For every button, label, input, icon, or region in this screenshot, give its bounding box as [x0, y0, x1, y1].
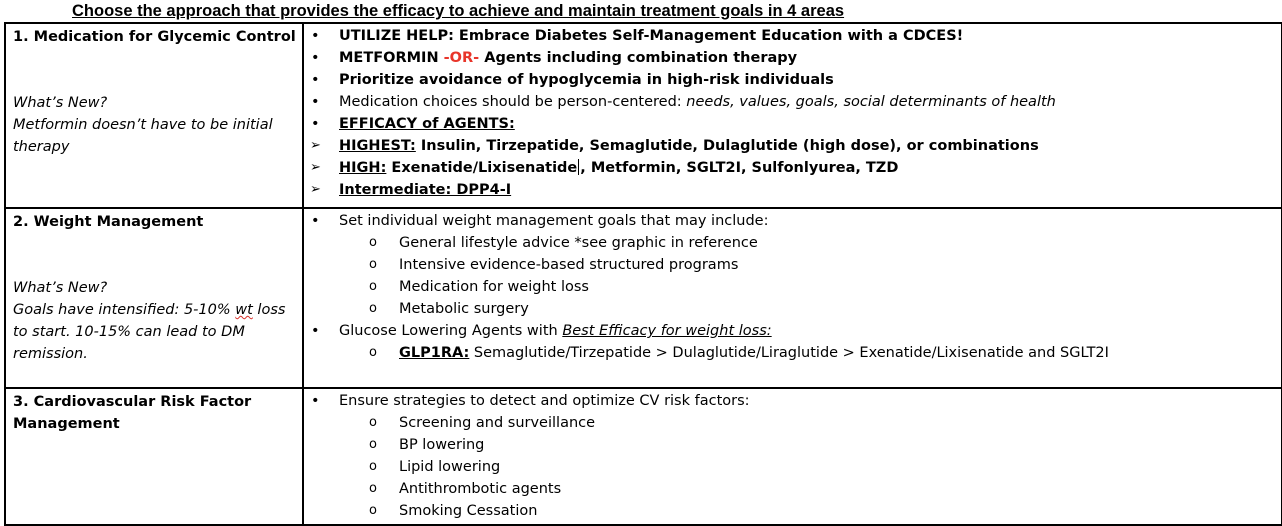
bullet-marker: •: [311, 116, 320, 132]
sub-list-item: [304, 500, 1281, 522]
arrow-bullet-icon: ➢: [310, 160, 321, 175]
choices-text: Medication choices should be person-centered:: [339, 94, 687, 110]
sub-list-item: [304, 478, 1281, 500]
bullet-text: EFFICACY of AGENTS:: [339, 116, 515, 132]
bullet-marker: •: [311, 323, 320, 339]
circle-bullet-icon: o: [369, 503, 377, 518]
circle-bullet-icon: o: [369, 481, 377, 496]
bullet-marker: •: [311, 213, 320, 229]
bullet-marker: •: [311, 94, 320, 110]
sub-list-item: [304, 254, 1281, 276]
table-row-glycemic: [5, 23, 1282, 208]
highest-text: Insulin, Tirzepatide, Semaglutide, Dulaglutide (high dose), or combinations: [415, 138, 1039, 154]
high-text-a: Exenatide/Lixisenatide: [386, 160, 578, 176]
bullet-marker: •: [311, 72, 320, 88]
row-2-whats-new-line-1: [13, 299, 302, 321]
sub-item-text: Smoking Cessation: [399, 503, 538, 519]
bullet-text: [339, 47, 797, 69]
row-2-right-cell: [303, 208, 1282, 388]
glp1ra-label: GLP1RA:: [399, 345, 470, 361]
bullet-text: [339, 320, 772, 342]
treatment-goals-table: [4, 22, 1282, 526]
text-cursor: [578, 159, 579, 175]
list-item: [304, 69, 1281, 91]
sub-list-item: [304, 342, 1281, 364]
list-item: [304, 135, 1281, 157]
row-2-heading: 2. Weight Management: [13, 214, 204, 230]
arrow-bullet-icon: ➢: [310, 138, 321, 153]
list-item: [304, 210, 1281, 232]
row-2-whats-new-line-2: to start. 10-15% can lead to DM: [13, 324, 245, 340]
glp1ra-text: Semaglutide/Tirzepatide > Dulaglutide/Liraglutide > Exenatide/Lixisenatide and SGLT2I: [469, 345, 1109, 361]
bullet-text: [339, 135, 1039, 157]
row-3-right-cell: [303, 388, 1282, 525]
sub-list-item: [304, 276, 1281, 298]
circle-bullet-icon: o: [369, 235, 377, 250]
bullet-text: Intermediate: DPP4-I: [339, 182, 512, 198]
sub-item-text: BP lowering: [399, 437, 485, 453]
sub-item-text: Lipid lowering: [399, 459, 501, 475]
list-item: [304, 157, 1281, 179]
bullet-text: Set individual weight management goals that may include:: [339, 213, 769, 229]
glucose-text: Glucose Lowering Agents with: [339, 323, 563, 339]
bullet-text: [339, 91, 1056, 113]
bullet-marker: •: [311, 50, 320, 66]
circle-bullet-icon: o: [369, 459, 377, 474]
row-2-left-cell: [5, 208, 303, 388]
sub-item-text: Screening and surveillance: [399, 415, 596, 431]
spellcheck-word: wt: [235, 302, 253, 318]
best-efficacy-text: Best Efficacy for weight loss:: [562, 323, 772, 339]
row-2-whats-new-line-3: remission.: [13, 346, 88, 362]
row-1-right-cell: [303, 23, 1282, 208]
sub-item-text: Antithrombotic agents: [399, 481, 562, 497]
high-text-b: Metformin, SGLT2I, Sulfonlyurea, TZD: [585, 160, 899, 176]
row-1-heading: 1. Medication for Glycemic Control: [13, 29, 296, 45]
table-row-cardiovascular: [5, 388, 1282, 525]
list-item: [304, 179, 1281, 201]
bullet-marker: •: [311, 393, 320, 409]
list-item: [304, 390, 1281, 412]
bullet-text: HIGH: Exenatide/Lixisenatide , Metformin, SGLT2I, Sulfonlyurea, TZD: [339, 160, 899, 176]
circle-bullet-icon: o: [369, 437, 377, 452]
bullet-text: UTILIZE HELP: Embrace Diabetes Self-Management Education with a CDCES!: [339, 28, 964, 44]
row-2-whats-new-label: What’s New?: [13, 280, 108, 296]
row-3-heading-line-2: Management: [13, 416, 120, 432]
loss-text: loss: [252, 302, 286, 318]
row-1-left-cell: [5, 23, 303, 208]
circle-bullet-icon: o: [369, 301, 377, 316]
row-1-whats-new-label: What’s New?: [13, 95, 108, 111]
row-3-left-cell: [5, 388, 303, 525]
circle-bullet-icon: o: [369, 415, 377, 430]
list-item: [304, 320, 1281, 342]
sub-item-text: [399, 342, 1109, 364]
arrow-bullet-icon: ➢: [310, 182, 321, 197]
sub-list-item: [304, 434, 1281, 456]
row-1-whats-new-line-1: Metformin doesn’t have to be initial: [13, 117, 273, 133]
goals-text: Goals have intensified: 5-10%: [13, 302, 236, 318]
circle-bullet-icon: o: [369, 257, 377, 272]
sub-list-item: [304, 298, 1281, 320]
table-row-weight: [5, 208, 1282, 388]
choices-italic-text: needs, values, goals, social determinants of health: [686, 94, 1056, 110]
bullet-text: Prioritize avoidance of hypoglycemia in high-risk individuals: [339, 72, 834, 88]
list-item: [304, 25, 1281, 47]
bullet-text: Ensure strategies to detect and optimize CV risk factors:: [339, 393, 750, 409]
row-3-heading-line-1: 3. Cardiovascular Risk Factor: [13, 394, 252, 410]
sub-item-text: Medication for weight loss: [399, 279, 589, 295]
circle-bullet-icon: o: [369, 345, 377, 360]
metformin-text: METFORMIN: [339, 50, 444, 66]
list-item: [304, 91, 1281, 113]
circle-bullet-icon: o: [369, 279, 377, 294]
high-label: HIGH:: [339, 160, 387, 176]
bullet-marker: •: [311, 28, 320, 44]
list-item: [304, 113, 1281, 135]
sub-list-item: [304, 412, 1281, 434]
sub-item-text: Intensive evidence-based structured programs: [399, 257, 739, 273]
sub-item-text: Metabolic surgery: [399, 301, 529, 317]
agents-text: Agents including combination therapy: [479, 50, 798, 66]
row-1-whats-new-line-2: therapy: [13, 139, 70, 155]
sub-list-item: [304, 456, 1281, 478]
highest-label: HIGHEST:: [339, 138, 416, 154]
list-item: [304, 47, 1281, 69]
or-text: -OR-: [443, 50, 480, 66]
sub-item-text: General lifestyle advice *see graphic in reference: [399, 235, 758, 251]
page-title: Choose the approach that provides the efficacy to achieve and maintain treatment goals in 4 areas: [72, 2, 845, 20]
sub-list-item: [304, 232, 1281, 254]
